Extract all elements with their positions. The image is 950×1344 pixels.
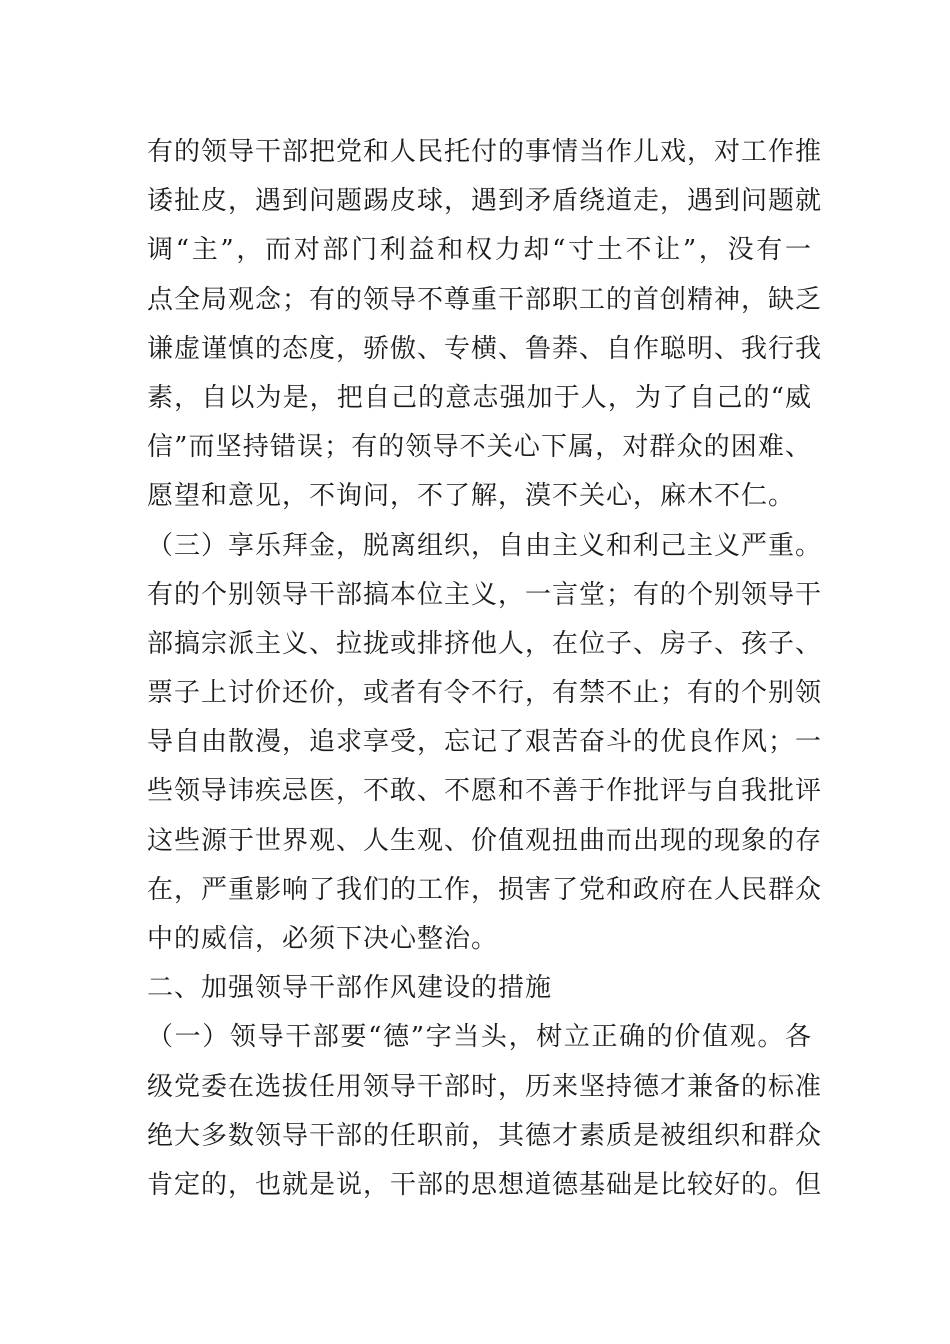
paragraph-last-line: 中的威信，必须下决心整治。 (147, 924, 499, 954)
text-line: 绝大多数领导干部的任职前，其德才素质是被组织和群众 (147, 1120, 823, 1151)
text-line: 导自由散漫，追求享受，忘记了艰苦奋斗的优良作风；一 (147, 727, 823, 758)
text-line: 调“主”，而对部门利益和权力却“寸土不让”，没有一 (147, 235, 812, 266)
text-line: 肯定的，也就是说，干部的思想道德基础是比较好的。但 (147, 1169, 823, 1200)
text-line: 诿扯皮，遇到问题踢皮球，遇到矛盾绕道走，遇到问题就 (147, 186, 823, 217)
paragraph-last-line: 愿望和意见，不询问，不了解，漠不关心，麻木不仁。 (147, 481, 796, 512)
text-line: 素，自以为是，把自己的意志强加于人，为了自己的“威 (147, 382, 812, 413)
text-line: 有的个别领导干部搞本位主义，一言堂；有的个别领导干 (147, 579, 823, 610)
chapter-heading: 二、加强领导干部作风建设的措施 (147, 973, 553, 1004)
text-line: 谦虚谨慎的态度，骄傲、专横、鲁莽、自作聪明、我行我 (147, 333, 823, 364)
text-line: 在，严重影响了我们的工作，损害了党和政府在人民群众 (147, 874, 823, 905)
text-line: 级党委在选拔任用领导干部时，历来坚持德才兼备的标准 (147, 1071, 823, 1102)
text-line: 部搞宗派主义、拉拢或排挤他人，在位子、房子、孩子、 (147, 628, 823, 659)
section-heading-line: （三）享乐拜金，脱离组织，自由主义和利己主义严重。 (147, 530, 823, 561)
section-heading-line: （一）领导干部要“德”字当头，树立正确的价值观。各 (147, 1022, 812, 1053)
text-line: 些领导讳疾忌医，不敢、不愿和不善于作批评与自我批评 (147, 776, 823, 807)
text-line: 票子上讨价还价，或者有令不行，有禁不止；有的个别领 (147, 678, 823, 709)
text-line: 这些源于世界观、人生观、价值观扭曲而出现的现象的存 (147, 825, 823, 856)
text-line: 有的领导干部把党和人民托付的事情当作儿戏，对工作推 (147, 137, 823, 167)
text-line: 点全局观念；有的领导不尊重干部职工的首创精神，缺乏 (147, 284, 823, 315)
body-text (147, 128, 823, 1210)
text-line: 信”而坚持错误；有的领导不关心下属，对群众的困难、 (147, 432, 812, 463)
